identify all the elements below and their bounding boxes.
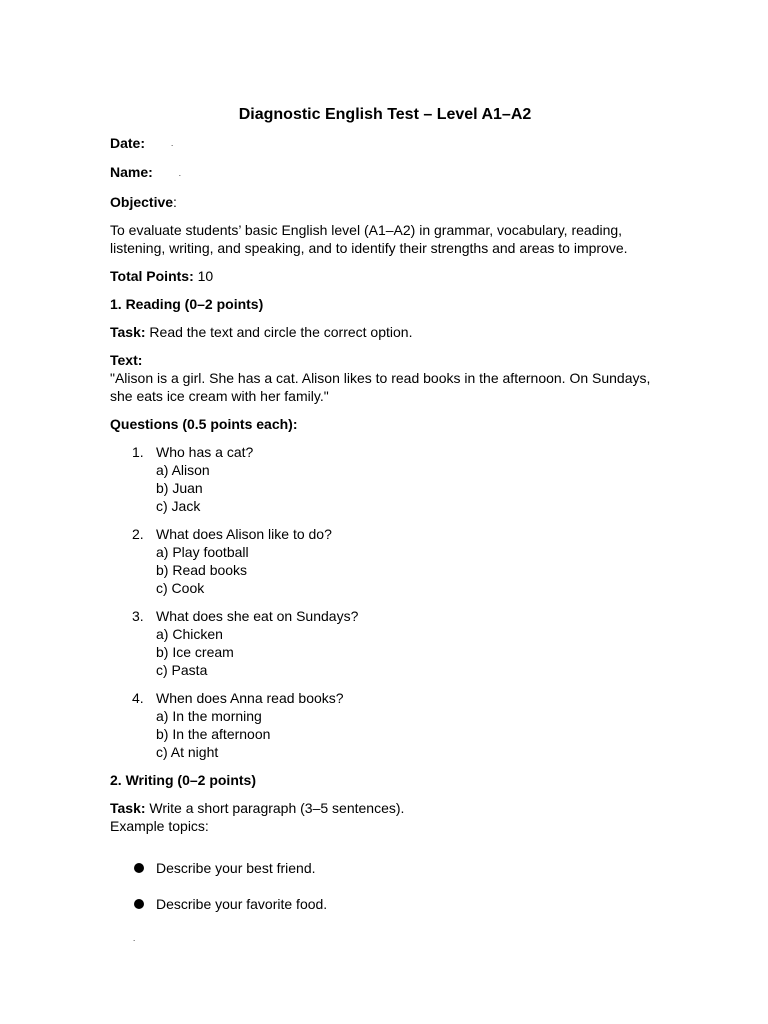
total-points-label: Total Points: [110, 267, 194, 284]
answer-option: a) Play football [156, 543, 249, 560]
answer-option: b) In the afternoon [156, 725, 271, 742]
total-points-line [110, 267, 660, 285]
question-item [110, 689, 660, 761]
topic-text: Describe your best friend. [156, 859, 316, 876]
question-item [110, 525, 660, 597]
question-list [110, 443, 660, 761]
answer-option: c) Cook [156, 579, 205, 596]
question-text: What does Alison like to do? [156, 525, 332, 542]
total-points-value: 10 [193, 267, 214, 284]
question-text: When does Anna read books? [156, 689, 344, 706]
questions-label: Questions (0.5 points each): [110, 415, 298, 432]
topic-item [110, 859, 660, 877]
reading-task [110, 323, 660, 341]
answer-option: c) Pasta [156, 661, 208, 678]
name-label: Name: [110, 164, 153, 181]
topic-list [110, 859, 660, 913]
reading-text-block [110, 351, 660, 405]
question-number: 4. [132, 689, 144, 706]
reading-text-label: Text: [110, 351, 143, 368]
name-blank: . [178, 168, 182, 178]
objective-line [110, 193, 660, 211]
question-number: 3. [132, 607, 144, 624]
question-item [110, 443, 660, 515]
reading-heading: 1. Reading (0–2 points) [110, 295, 264, 312]
reading-task-label: Task: [110, 323, 146, 340]
date-line [110, 134, 660, 153]
reading-task-text: Read the text and circle the correct option. [145, 323, 413, 340]
topic-item [110, 895, 660, 913]
document-title: Diagnostic English Test – Level A1–A2 [238, 106, 532, 123]
writing-heading: 2. Writing (0–2 points) [110, 771, 256, 788]
answer-option: b) Read books [156, 561, 248, 578]
answer-option: a) Chicken [156, 625, 223, 642]
trailing-mark: . [133, 934, 136, 943]
name-line [110, 163, 660, 182]
answer-option: b) Ice cream [156, 643, 234, 660]
objective-label: Objective [110, 193, 174, 210]
question-text: Who has a cat? [156, 443, 254, 460]
topic-text: Describe your favorite food. [156, 895, 328, 912]
objective-text: To evaluate students’ basic English level (A1–A2) in grammar, vocabulary, reading, listening, writing, and speaking, and to identify their strengths and areas to improve. [110, 221, 628, 256]
bullet-icon [134, 899, 144, 909]
bullet-icon [134, 863, 144, 873]
writing-task [110, 799, 660, 835]
answer-option: c) At night [156, 743, 219, 760]
writing-task-label: Task: [110, 799, 146, 816]
question-number: 1. [132, 443, 144, 460]
reading-passage: "Alison is a girl. She has a cat. Alison likes to read books in the afternoon. On Sundays, she eats ice cream with her family." [110, 369, 651, 404]
question-text: What does she eat on Sundays? [156, 607, 359, 624]
answer-option: a) In the morning [156, 707, 262, 724]
test-document [110, 104, 660, 931]
date-label: Date: [110, 135, 146, 151]
question-item [110, 607, 660, 679]
objective-colon: : [173, 193, 177, 210]
example-topics-label: Example topics: [110, 817, 209, 834]
answer-option: b) Juan [156, 479, 203, 496]
answer-option: a) Alison [156, 461, 210, 478]
writing-task-text: Write a short paragraph (3–5 sentences). [145, 799, 405, 816]
date-blank: . [171, 139, 174, 149]
answer-option: c) Jack [156, 497, 201, 514]
question-number: 2. [132, 525, 144, 542]
